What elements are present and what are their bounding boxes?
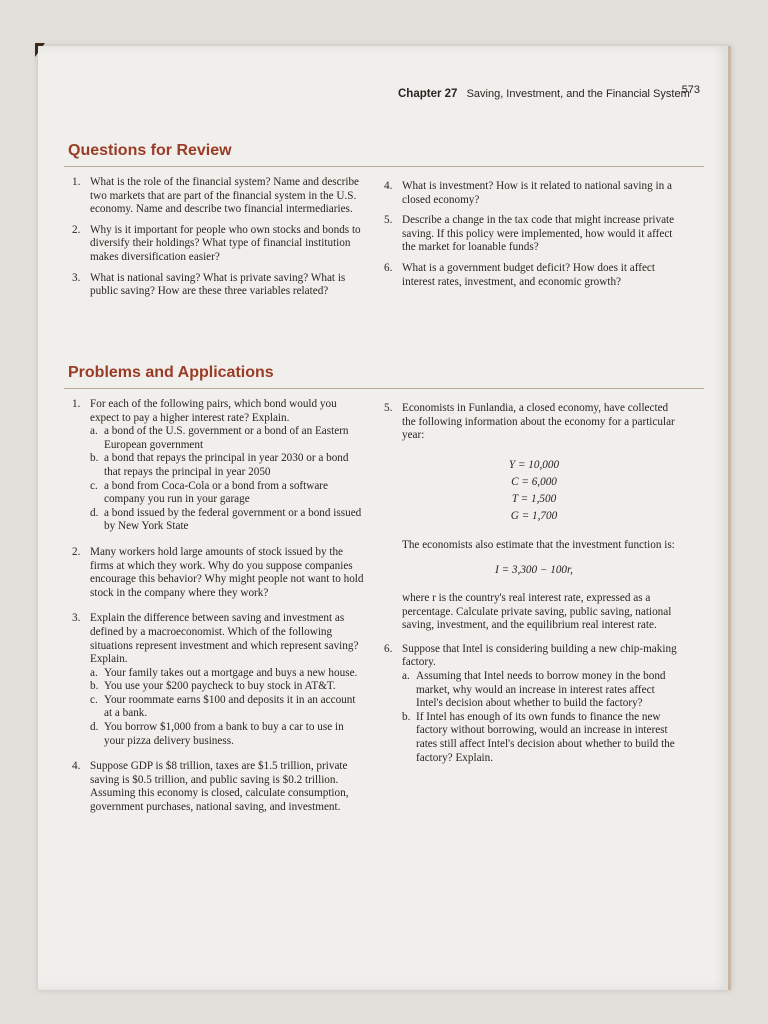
sub-text: If Intel has enough of its own funds to finance the new factory without borrowing, would an increase in interest rates still affect Intel's decision about whether to build the factory? Explain. bbox=[416, 710, 675, 764]
item-text: Many workers hold large amounts of stock issued by the firms at which they work. Why do you suppose companies encourage this behavior? Why might people not want to hold stock in the company where they work? bbox=[90, 545, 364, 599]
sub-letter: d. bbox=[90, 721, 99, 734]
item-text: Explain the difference between saving and investment as defined by a macroeconomist. Which of the following situations represent investment and which represent saving? Explain. bbox=[90, 612, 359, 666]
chapter-label: Chapter 27 bbox=[398, 88, 458, 100]
problems-heading: Problems and Applications bbox=[68, 364, 274, 381]
sub-letter: d. bbox=[90, 506, 99, 519]
funlandia-equations bbox=[384, 457, 684, 525]
sub-text: Your roommate earns $100 and deposits it in an account at a bank. bbox=[104, 693, 356, 720]
problem-4 bbox=[72, 760, 364, 814]
problem-1d bbox=[90, 507, 364, 534]
item-number: 4. bbox=[384, 180, 393, 192]
chapter-title: Saving, Investment, and the Financial System bbox=[466, 88, 690, 100]
sub-text: Your family takes out a mortgage and buys a new house. bbox=[104, 666, 358, 679]
sub-text: a bond issued by the federal government or a bond issued by New York State bbox=[104, 506, 362, 533]
sub-text: a bond of the U.S. government or a bond of an Eastern European government bbox=[104, 425, 349, 451]
item-number: 4. bbox=[72, 760, 81, 773]
sub-letter: a. bbox=[402, 669, 410, 682]
review-question-1 bbox=[72, 176, 364, 217]
problems-left-column bbox=[72, 398, 364, 822]
sub-letter: c. bbox=[90, 479, 98, 492]
investment-function: I = 3,300 − 100r, bbox=[495, 564, 573, 577]
item-number: 2. bbox=[72, 223, 81, 236]
item-number: 6. bbox=[384, 261, 393, 274]
problem-1c bbox=[90, 480, 364, 507]
problems-rule bbox=[64, 388, 704, 389]
page-number: 573 bbox=[681, 84, 700, 96]
problem-1 bbox=[72, 398, 364, 534]
sub-letter: c. bbox=[90, 693, 98, 706]
problem-5 bbox=[384, 402, 684, 443]
item-text: What is the role of the financial system? Name and describe two markets that are part of the financial system in the U.S. economy. Name and describe two financial intermediaries. bbox=[90, 176, 360, 216]
review-rule bbox=[64, 166, 704, 167]
review-left-column bbox=[72, 176, 364, 306]
item-text: What is national saving? What is private saving? What is public saving? How are these three variables related? bbox=[90, 271, 346, 298]
sub-letter: b. bbox=[90, 680, 99, 693]
item-number: 5. bbox=[384, 214, 393, 227]
review-question-4 bbox=[384, 180, 684, 207]
sub-letter: a. bbox=[90, 425, 98, 438]
investment-function-intro: The economists also estimate that the investment function is: bbox=[402, 538, 675, 551]
review-question-2 bbox=[72, 224, 364, 265]
review-right-column bbox=[384, 180, 684, 296]
problem-6 bbox=[384, 643, 684, 765]
review-heading: Questions for Review bbox=[68, 142, 232, 159]
running-header bbox=[398, 86, 718, 106]
problem-3b bbox=[90, 680, 364, 694]
equation-y: Y = 10,000 bbox=[508, 458, 560, 471]
problem-2 bbox=[72, 546, 364, 600]
item-text: What is a government budget deficit? How does it affect interest rates, investment, and economic growth? bbox=[402, 261, 655, 288]
problem-1b bbox=[90, 452, 364, 479]
item-text: Suppose GDP is $8 trillion, taxes are $1.5 trillion, private saving is $0.5 trillion, and public saving is $0.2 trillion. Assuming this economy is closed, calculate consumption, government purchases, national saving, and investment. bbox=[90, 760, 349, 814]
review-question-5 bbox=[384, 214, 684, 255]
problem-3 bbox=[72, 612, 364, 748]
sub-text: a bond from Coca-Cola or a bond from a software company you run in your garage bbox=[104, 479, 328, 506]
equation-g: G = 1,700 bbox=[510, 509, 558, 522]
problem-6b bbox=[402, 711, 684, 765]
review-question-6 bbox=[384, 262, 684, 289]
item-number: 6. bbox=[384, 642, 393, 655]
equation-c: C = 6,000 bbox=[511, 475, 557, 488]
sub-letter: b. bbox=[402, 710, 411, 723]
review-question-3 bbox=[72, 272, 364, 299]
item-text: For each of the following pairs, which bond would you expect to pay a higher interest rate? Explain. bbox=[90, 398, 337, 424]
item-number: 2. bbox=[72, 545, 81, 558]
sub-text: a bond that repays the principal in year 2030 or a bond that repays the principal in year 2050 bbox=[104, 452, 349, 478]
textbook-page bbox=[38, 46, 731, 990]
sub-text: Assuming that Intel needs to borrow money in the bond market, why would an increase in interest rates affect Intel's decision about whether to build the factory? bbox=[416, 669, 666, 710]
problem-3a bbox=[90, 667, 364, 681]
item-text: What is investment? How is it related to national saving in a closed economy? bbox=[402, 180, 672, 206]
problem-1a bbox=[90, 425, 364, 452]
item-number: 3. bbox=[72, 271, 81, 284]
item-number: 1. bbox=[72, 176, 81, 188]
problem-5-instructions: where r is the country's real interest rate, expressed as a percentage. Calculate private saving, public saving, national saving, investment, and the equilibrium real interest rate. bbox=[402, 591, 672, 632]
item-number: 3. bbox=[72, 612, 81, 625]
problem-3d bbox=[90, 721, 364, 748]
item-text: Describe a change in the tax code that might increase private saving. If this policy were implemented, how would it affect the market for loanable funds? bbox=[402, 214, 675, 254]
item-text: Economists in Funlandia, a closed economy, have collected the following information about the economy for a particular year: bbox=[402, 402, 675, 442]
problem-6a bbox=[402, 670, 684, 711]
item-text: Suppose that Intel is considering building a new chip-making factory. bbox=[402, 642, 677, 669]
item-text: Why is it important for people who own stocks and bonds to diversify their holdings? What type of financial institution makes diversification easier? bbox=[90, 223, 361, 263]
sub-text: You borrow $1,000 from a bank to buy a car to use in your pizza delivery business. bbox=[104, 721, 344, 747]
item-number: 5. bbox=[384, 402, 393, 414]
equation-t: T = 1,500 bbox=[511, 492, 557, 505]
problems-right-column bbox=[384, 402, 684, 772]
sub-letter: a. bbox=[90, 666, 98, 679]
sub-letter: b. bbox=[90, 452, 99, 465]
item-number: 1. bbox=[72, 398, 81, 410]
sub-text: You use your $200 paycheck to buy stock in AT&T. bbox=[104, 680, 336, 693]
problem-3c bbox=[90, 694, 364, 721]
